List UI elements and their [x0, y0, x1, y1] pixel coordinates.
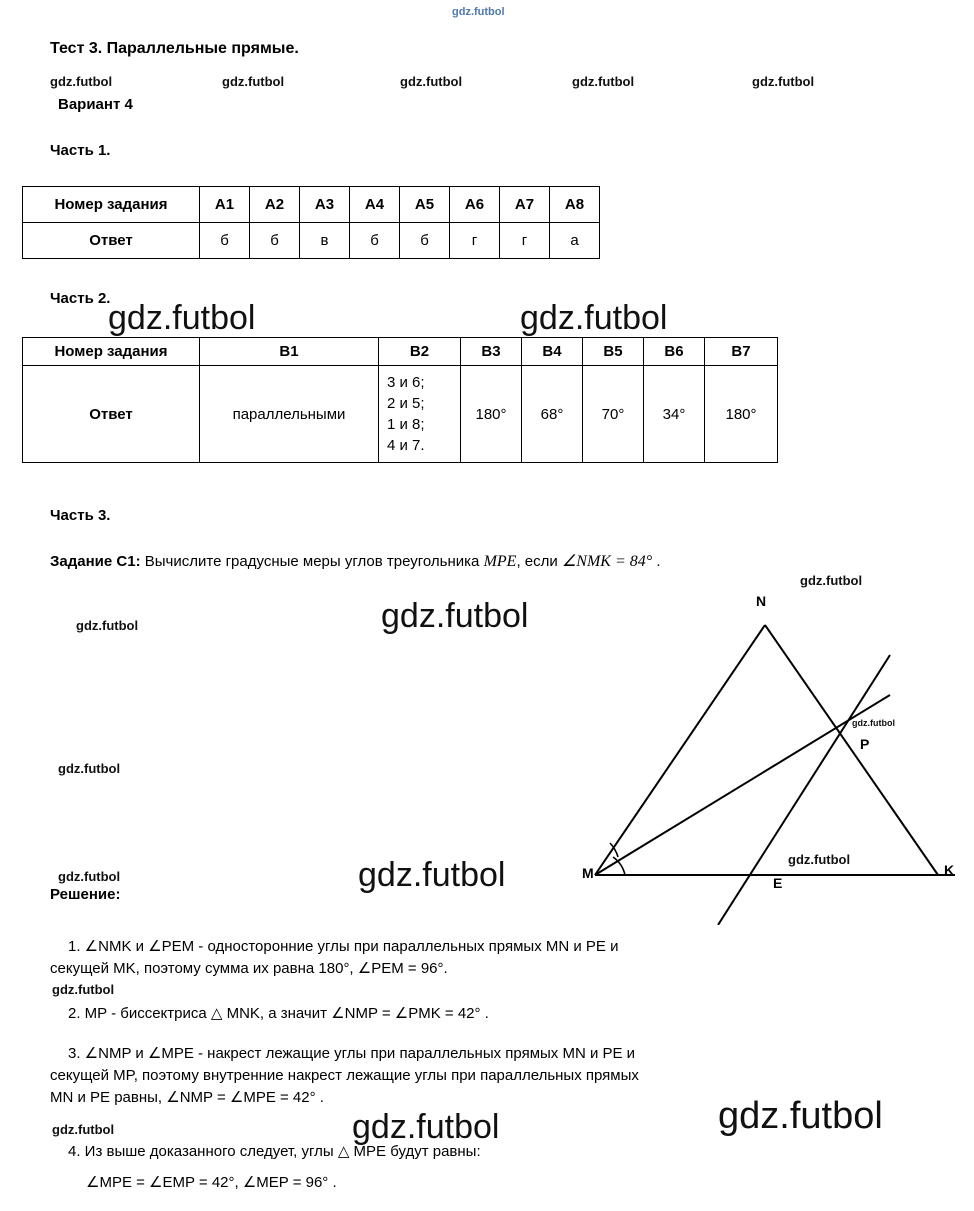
figure-point-m: M	[582, 865, 594, 881]
task-c1-label: Задание С1:	[50, 553, 141, 570]
watermark-text: gdz.futbol	[572, 74, 635, 89]
part1-answer-a4: б	[350, 223, 400, 259]
table-row	[23, 223, 600, 259]
part2-answer-b4: 68°	[522, 366, 583, 463]
watermark-text: gdz.futbol	[76, 618, 139, 633]
part1-answer-a8: а	[550, 223, 600, 259]
watermark-text: gdz.futbol	[520, 299, 668, 337]
watermark-text: gdz.futbol	[108, 299, 256, 337]
part2-answer-b2-line4: 4 и 7.	[387, 437, 425, 454]
part2-col-b7: В7	[705, 338, 778, 366]
figure-point-p: P	[860, 736, 870, 752]
part2-heading: Часть 2.	[50, 290, 111, 307]
part1-col-a3: А3	[300, 187, 350, 223]
watermark-text: gdz.futbol	[58, 869, 121, 884]
part2-answer-b2-line2: 2 и 5;	[387, 395, 425, 412]
solution-label: Решение:	[50, 886, 121, 903]
part1-col-a4: А4	[350, 187, 400, 223]
part1-col-a2: А2	[250, 187, 300, 223]
part2-col-b6: В6	[644, 338, 705, 366]
part2-answer-b2-line1: 3 и 6;	[387, 374, 425, 391]
part1-heading: Часть 1.	[50, 142, 111, 159]
part1-answer-a2: б	[250, 223, 300, 259]
watermark-top: gdz.futbol	[452, 6, 505, 18]
part2-answer-b7: 180°	[705, 366, 778, 463]
part1-answer-a1: б	[200, 223, 250, 259]
solution-item-1-line1: 1. ∠NMK и ∠PEM - односторонние углы при параллельных прямых MN и PE и	[68, 938, 619, 955]
table-row	[23, 366, 778, 463]
task-c1-text-before: Вычислите градусные меры углов треугольника	[144, 553, 480, 570]
part2-answer-b2	[379, 366, 461, 463]
part1-answer-a7: г	[500, 223, 550, 259]
part1-col-a6: А6	[450, 187, 500, 223]
watermark-text: gdz.futbol	[358, 856, 506, 894]
watermark-text: gdz.futbol	[852, 718, 895, 728]
watermark-text: gdz.futbol	[400, 74, 463, 89]
part2-col-b3: В3	[461, 338, 522, 366]
part2-answer-b2-line3: 1 и 8;	[387, 416, 425, 433]
watermark-text: gdz.futbol	[800, 573, 863, 588]
task-c1-angle-condition: ∠NMK = 84°	[561, 553, 653, 570]
part1-answer-a5: б	[400, 223, 450, 259]
watermark-text: gdz.futbol	[58, 761, 121, 776]
watermark-text: gdz.futbol	[352, 1108, 500, 1146]
table-row	[23, 338, 778, 366]
task-c1-triangle: MPE	[483, 553, 517, 570]
part2-answer-b6: 34°	[644, 366, 705, 463]
part1-answer-a6: г	[450, 223, 500, 259]
watermark-text: gdz.futbol	[52, 1122, 115, 1137]
solution-item-1-line2: секущей MK, поэтому сумма их равна 180°, ∠PEM = 96°.	[50, 960, 448, 977]
watermark-text: gdz.futbol	[718, 1095, 883, 1137]
part1-col-a1: А1	[200, 187, 250, 223]
variant-label: Вариант 4	[58, 96, 133, 113]
watermark-text: gdz.futbol	[222, 74, 285, 89]
watermark-text: gdz.futbol	[50, 74, 113, 89]
solution-item-4-line2: ∠MPE = ∠EMP = 42°, ∠MEP = 96° .	[86, 1174, 337, 1191]
solution-item-2-line1: 2. MP - биссектриса △ MNK, а значит ∠NMP = ∠PMK = 42° .	[68, 1005, 489, 1022]
part2-col-b1: В1	[200, 338, 379, 366]
figure-point-k: K	[944, 862, 955, 878]
task-c1-text-end: .	[656, 553, 661, 570]
figure-point-e: E	[773, 875, 783, 891]
geometry-svg	[570, 585, 970, 925]
part2-row-header: Номер задания	[23, 338, 200, 366]
table-row	[23, 187, 600, 223]
watermark-text: gdz.futbol	[752, 74, 815, 89]
part2-col-b2: В2	[379, 338, 461, 366]
solution-item-4-line1: 4. Из выше доказанного следует, углы △ MPE будут равны:	[68, 1143, 481, 1160]
solution-item-3-line3: MN и PE равны, ∠NMP = ∠MPE = 42° .	[50, 1089, 324, 1106]
part1-answers-table	[22, 186, 600, 259]
part1-col-a8: А8	[550, 187, 600, 223]
part2-answer-b5: 70°	[583, 366, 644, 463]
watermark-text: gdz.futbol	[788, 852, 851, 867]
task-c1-text-middle: , если	[516, 553, 558, 570]
task-c1	[50, 551, 950, 571]
part2-col-b5: В5	[583, 338, 644, 366]
part2-answer-b1: параллельными	[200, 366, 379, 463]
part1-answer-label: Ответ	[23, 223, 200, 259]
part2-col-b4: В4	[522, 338, 583, 366]
solution-item-3-line1: 3. ∠NMP и ∠MPE - накрест лежащие углы при параллельных прямых MN и PE и	[68, 1045, 636, 1062]
watermark-text: gdz.futbol	[52, 982, 115, 997]
figure-point-n: N	[756, 593, 767, 609]
part1-col-a5: А5	[400, 187, 450, 223]
part2-answer-label: Ответ	[23, 366, 200, 463]
part1-answer-a3: в	[300, 223, 350, 259]
watermark-text: gdz.futbol	[381, 597, 529, 635]
solution-item-3-line2: секущей MP, поэтому внутренние накрест лежащие углы при параллельных прямых	[50, 1067, 639, 1084]
part1-row-header: Номер задания	[23, 187, 200, 223]
part3-heading: Часть 3.	[50, 507, 111, 524]
part1-col-a7: А7	[500, 187, 550, 223]
part2-answers-table	[22, 337, 778, 463]
page-title: Тест 3. Параллельные прямые.	[50, 40, 299, 57]
geometry-figure	[570, 585, 970, 925]
part2-answer-b3: 180°	[461, 366, 522, 463]
